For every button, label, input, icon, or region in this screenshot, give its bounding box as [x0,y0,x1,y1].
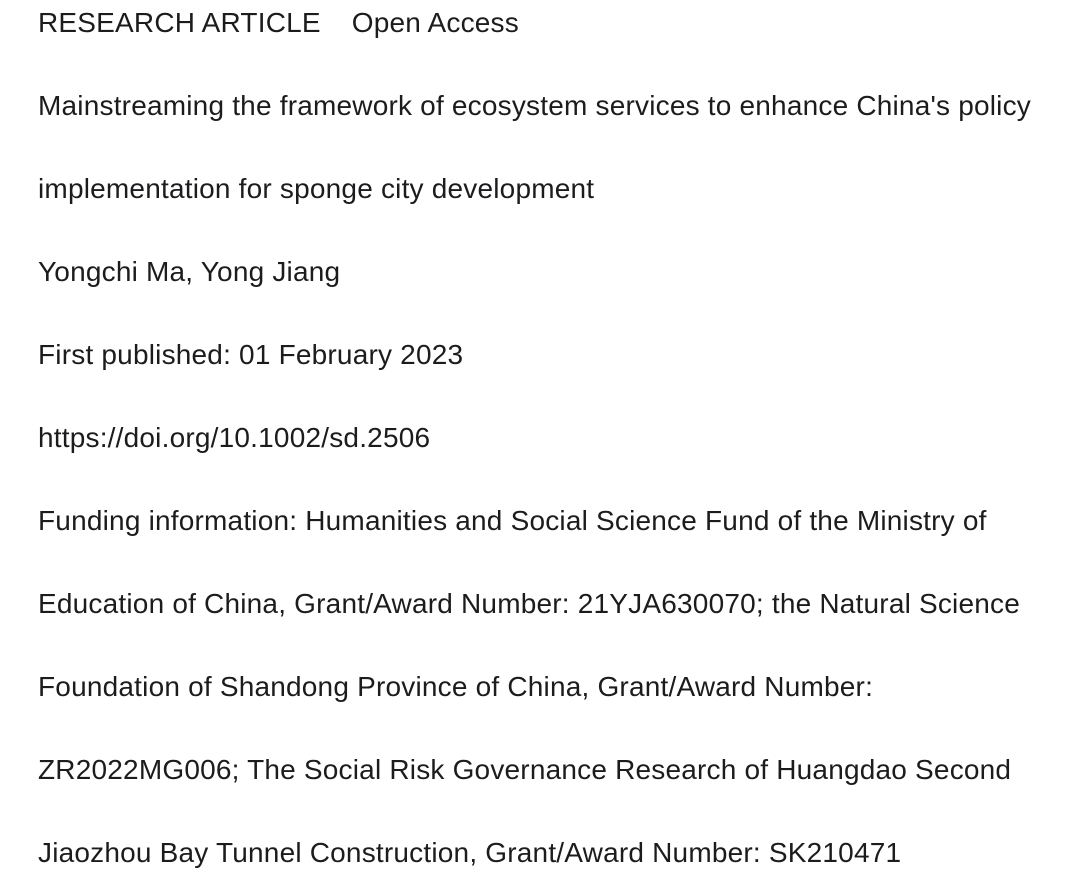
doi-link[interactable]: https://doi.org/10.1002/sd.2506 [38,422,431,453]
funding-info-line-4 [38,753,1089,836]
funding-info-text-1: Funding information: Humanities and Social Science Fund of the Ministry of [38,505,987,536]
funding-info-line-1 [38,504,1089,587]
funding-info-text-3: Foundation of Shandong Province of China, Grant/Award Number: [38,671,874,702]
article-kicker [38,6,1089,89]
article-type-label: RESEARCH ARTICLE [38,7,321,38]
funding-info-text-4: ZR2022MG006; The Social Risk Governance Research of Huangdao Second [38,754,1012,785]
article-title-line-2 [38,172,1089,255]
article-title-text-2: implementation for sponge city development [38,173,595,204]
publish-date-text: First published: 01 February 2023 [38,339,464,370]
article-title-line-1 [38,89,1089,172]
funding-info-line-2 [38,587,1089,670]
funding-info-text-2: Education of China, Grant/Award Number: 21YJA630070; the Natural Science [38,588,1020,619]
funding-info-line-5 [38,836,1089,896]
funding-info-line-3 [38,670,1089,753]
funding-info-text-5: Jiaozhou Bay Tunnel Construction, Grant/Award Number: SK210471 [38,837,902,868]
open-access-label: Open Access [351,7,519,38]
article-title-text-1: Mainstreaming the framework of ecosystem services to enhance China's policy [38,90,1031,121]
authors-text: Yongchi Ma, Yong Jiang [38,256,341,287]
doi-row [38,421,1089,504]
publish-date-row [38,338,1089,421]
authors-row [38,255,1089,338]
